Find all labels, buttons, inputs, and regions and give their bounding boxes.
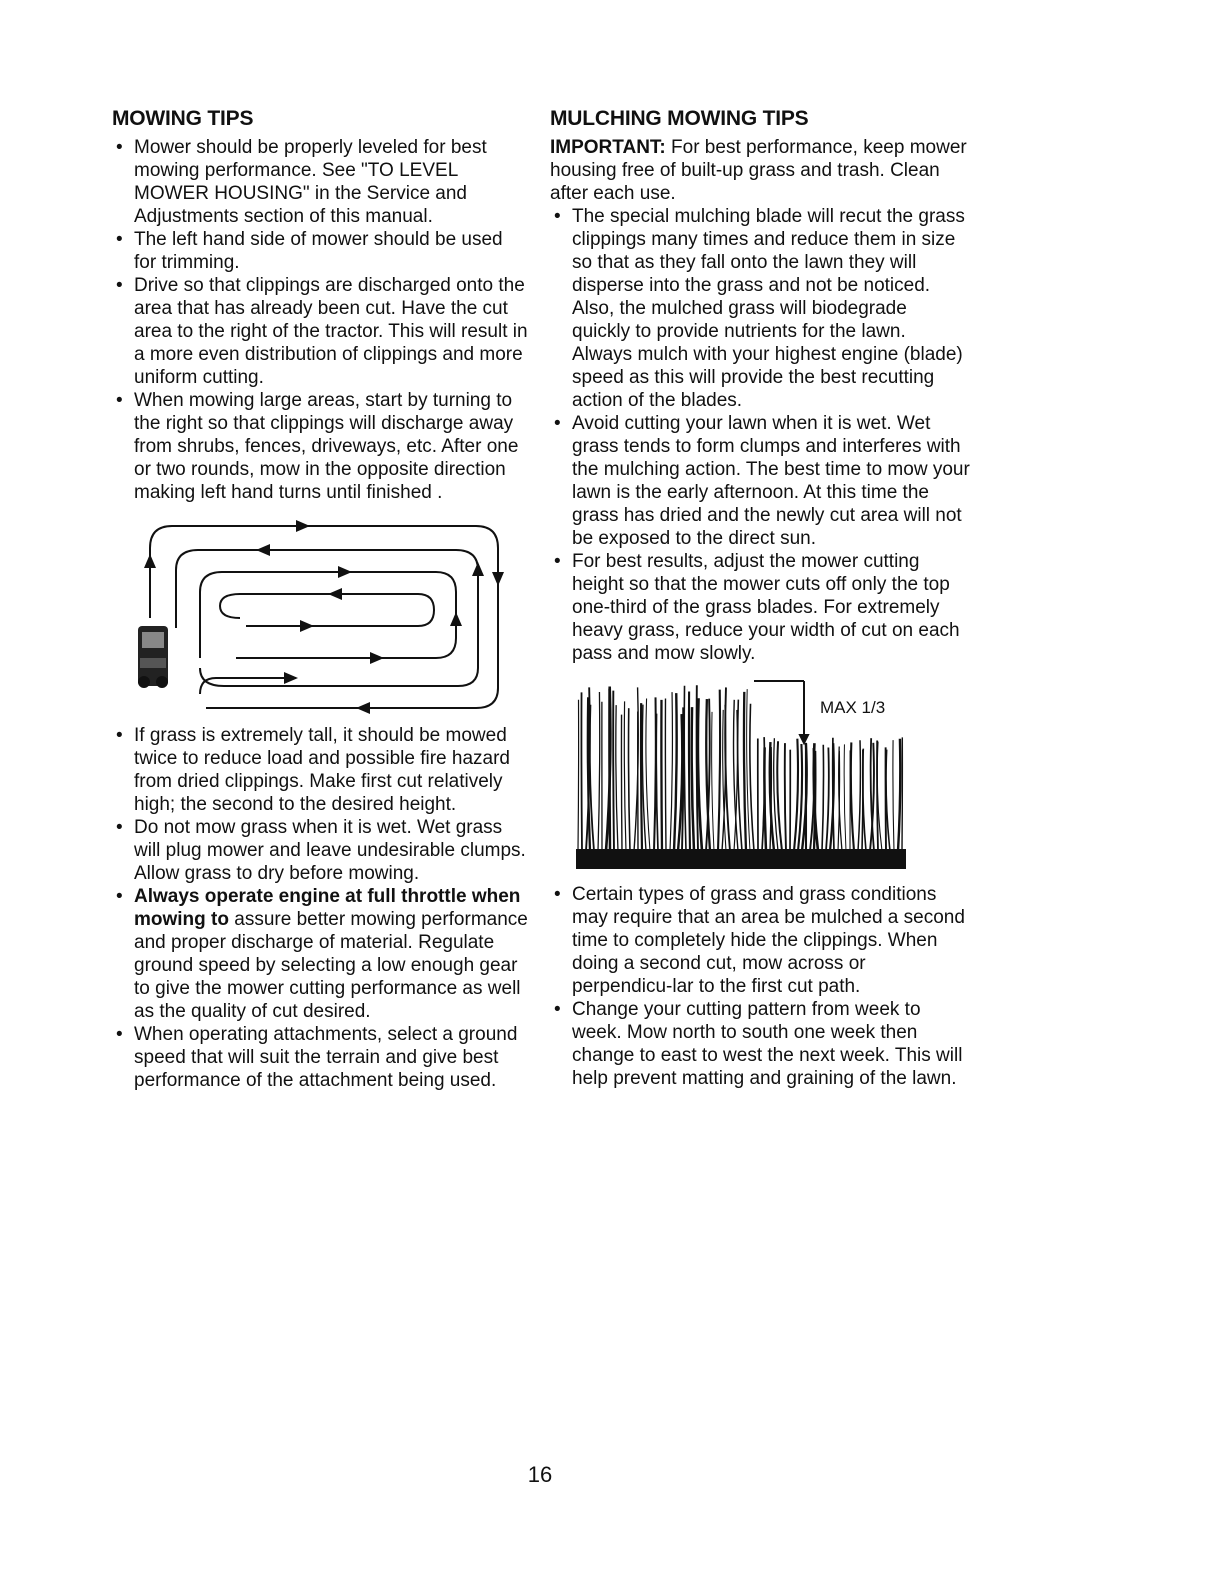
- grass-blade: [578, 700, 579, 851]
- mowing-tips-list-continued: [112, 724, 530, 1092]
- grass-blade: [689, 691, 690, 851]
- grass-blade: [851, 742, 854, 851]
- grass-blade: [616, 705, 618, 851]
- bold-text: Always operate engine at full throttle when mowing to: [134, 886, 521, 930]
- grass-blade: [609, 689, 610, 851]
- list-item: • If grass is extremely tall, it should be mowed twice to reduce load and possible fire hazard from dried clippings. Make first cut relatively high; the second to the desired height.: [112, 724, 530, 816]
- grass-blade: [598, 692, 600, 851]
- grass-blade: [893, 740, 894, 851]
- mulching-tips-list-continued: [550, 883, 970, 1090]
- page-number: 16: [527, 1462, 553, 1487]
- grass-blade: [581, 692, 582, 851]
- grass-blade: [698, 698, 702, 851]
- third-mowing-path: [200, 572, 456, 658]
- grass-blade: [718, 690, 720, 851]
- outer-mowing-path: [150, 526, 498, 708]
- list-item: • When mowing large areas, start by turning to the right so that clippings will discharge away from shrubs, fences, driveways, etc. After one or two rounds, mow in the opposite direction making left hand turns until finished .: [112, 389, 530, 504]
- grass-blade: [725, 687, 730, 851]
- important-text: For best performance, keep mower housing free of built-up grass and trash. Clean after each use.: [550, 137, 967, 204]
- list-item: • Change your cutting pattern from week to week. Mow north to south one week then change to east to west the next week. This will help prevent matting and graining of the lawn.: [550, 998, 970, 1090]
- grass-blade: [665, 699, 666, 851]
- tractor-icon: [138, 626, 168, 688]
- list-item: • Drive so that clippings are discharged onto the area that has already been cut. Have the cut area to the right of the tractor. This will result in a more even distribution of clippings and more uniform cutting.: [112, 274, 530, 389]
- grass-blade: [712, 712, 714, 851]
- grass-base: [576, 849, 906, 869]
- list-item: • The special mulching blade will recut the grass clippings many times and reduce them in size so that as they fall onto the lawn they will disperse into the grass and not be noticed. Also, the mulched grass will biodegrade quickly to provide nutrients for the lawn. Always mulch with your highest engine (blade) speed as this will provide the best recutting action of the blades.: [550, 205, 970, 412]
- max-third-label: MAX 1/3: [820, 698, 886, 717]
- mowing-tips-section: [112, 106, 530, 1092]
- grass-blade: [785, 743, 786, 851]
- list-item: • Do not mow grass when it is wet. Wet grass will plug mower and leave undesirable clumps. Allow grass to dry before mowing.: [112, 816, 530, 885]
- grass-blade: [744, 692, 746, 851]
- grass-blade: [898, 739, 900, 851]
- grass-blade: [764, 747, 766, 851]
- grass-blade: [674, 693, 677, 851]
- grass-blade: [613, 691, 614, 851]
- grass-blade: [777, 741, 782, 851]
- grass-blade: [863, 749, 866, 851]
- grass-blade: [738, 700, 742, 851]
- list-item: • For best results, adjust the mower cutting height so that the mower cuts off only the top one-third of the grass blades. For extremely heavy grass, reduce your width of cut on each pass and mow slowly.: [550, 550, 970, 665]
- mulching-tips-list: [550, 205, 970, 665]
- max-third-indicator: [754, 681, 808, 743]
- important-label: IMPORTANT:: [550, 137, 666, 158]
- list-item: • Certain types of grass and grass conditions may require that an area be mulched a second time to completely hide the clippings. When doing a second cut, mow across or perpendicu-lar to the first cut path.: [550, 883, 970, 998]
- grass-blade: [590, 705, 594, 851]
- grass-blade: [646, 699, 650, 851]
- grass-blade: [858, 740, 860, 851]
- grass-blade: [624, 701, 626, 851]
- grass-blade: [844, 744, 846, 851]
- grass-blade: [629, 708, 630, 851]
- grass-blade: [670, 692, 672, 851]
- grass-blade: [692, 707, 694, 851]
- grass-blade: [661, 700, 662, 851]
- mowing-tips-heading: MOWING TIPS: [112, 107, 254, 130]
- grass-blade: [656, 714, 658, 851]
- list-item: • The left hand side of mower should be used for trimming.: [112, 228, 530, 274]
- mowing-pattern-diagram: [136, 518, 516, 714]
- list-item: • When operating attachments, select a ground speed that will suit the terrain and give best performance of the attachment being used.: [112, 1023, 530, 1092]
- list-item: [112, 885, 530, 1023]
- mulching-tips-section: [550, 106, 970, 1090]
- grass-height-illustration: [576, 675, 906, 871]
- list-item-text: assure better mowing performance and proper discharge of material. Regulate ground speed by selecting a low enough gear to give the mower cutting performance as well as the quality of cut desired.: [134, 909, 528, 1022]
- grass-blade: [621, 715, 622, 851]
- grass-blade: [750, 704, 754, 851]
- mowing-tips-list: [112, 136, 530, 504]
- grass-blade: [684, 686, 686, 851]
- grass-blade: [794, 739, 798, 851]
- list-item: • Avoid cutting your lawn when it is wet. Wet grass tends to form clumps and interferes with the mulching action. The best time to mow your lawn is the early afternoon. At this time the grass has dried and the newly cut area will not be exposed to the direct sun.: [550, 412, 970, 550]
- grass-blade: [822, 745, 824, 851]
- list-item: • Mower should be properly leveled for best mowing performance. See "TO LEVEL MOWER HOUSING" in the Service and Adjustments section of this manual.: [112, 136, 530, 228]
- inner-mowing-path: [220, 594, 434, 626]
- grass-blade: [826, 748, 829, 851]
- important-note: [550, 136, 970, 205]
- mulching-tips-heading: MULCHING MOWING TIPS: [550, 107, 809, 130]
